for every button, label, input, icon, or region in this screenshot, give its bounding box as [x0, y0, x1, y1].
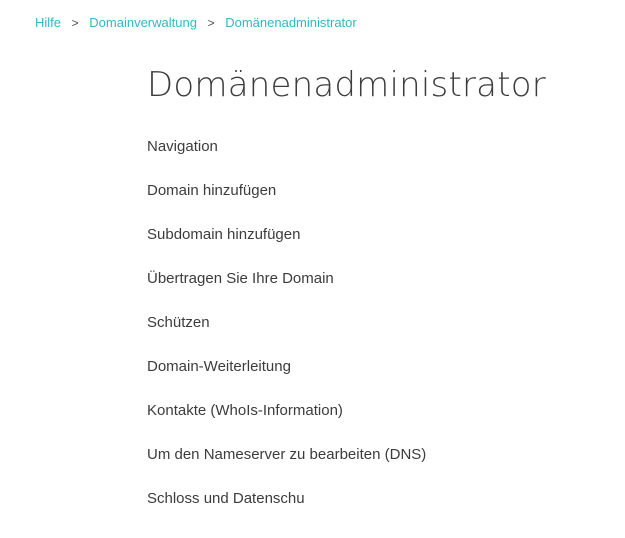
breadcrumb-link-domaenenadministrator[interactable]: Domänenadministrator — [225, 15, 357, 30]
main-content — [147, 66, 597, 534]
toc-item-nameserver-dns[interactable]: Um den Nameserver zu bearbeiten (DNS) — [147, 446, 427, 464]
toc-item-subdomain-hinzufuegen[interactable]: Subdomain hinzufügen — [147, 226, 301, 244]
toc-item-uebertragen-domain[interactable]: Übertragen Sie Ihre Domain — [147, 270, 334, 288]
page-title: Domänenadministrator — [147, 65, 546, 105]
toc-item-domain-hinzufuegen[interactable]: Domain hinzufügen — [147, 182, 277, 200]
breadcrumb — [35, 15, 357, 31]
breadcrumb-separator-icon: > — [207, 16, 215, 30]
toc-item-schuetzen[interactable]: Schützen — [147, 314, 210, 332]
breadcrumb-link-hilfe[interactable]: Hilfe — [35, 15, 62, 30]
breadcrumb-link-domainverwaltung[interactable]: Domainverwaltung — [89, 15, 197, 30]
toc-item-domain-weiterleitung[interactable]: Domain-Weiterleitung — [147, 358, 291, 376]
toc-list — [147, 138, 597, 534]
toc-item-kontakte-whois[interactable]: Kontakte (WhoIs-Information) — [147, 402, 343, 420]
toc-item-schloss-datenschutz[interactable]: Schloss und Datenschu — [147, 490, 305, 508]
toc-item-navigation[interactable]: Navigation — [147, 138, 218, 156]
breadcrumb-separator-icon: > — [71, 16, 79, 30]
